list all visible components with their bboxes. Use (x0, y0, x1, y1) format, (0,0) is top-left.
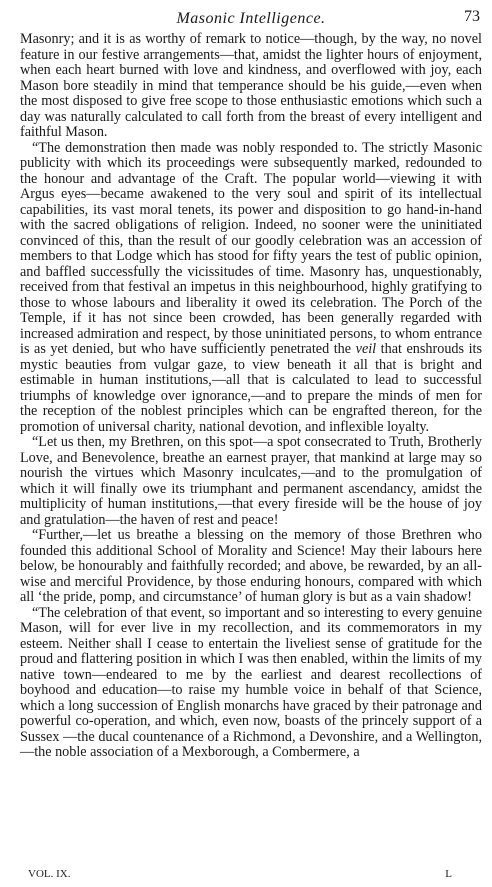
body-text (20, 32, 482, 761)
volume-label: VOL. IX. (28, 868, 71, 880)
paragraph: Masonry; and it is as worthy of remark to notice—though, by the way, no novel feature in our festive arrangements—that, amidst the lighter hours of enjoyment, when each heart burned with love and kindness, and overflowed with joy, each Mason bore steadily in mind that temperance should be his guide,—even when the most disposed to give free scope to those enthusiastic emotions which such a day was naturally calculated to call forth from the breast of every intelligent and faithful Mason. (20, 31, 482, 140)
running-head (20, 6, 482, 32)
paragraph: “Let us then, my Brethren, on this spot—a spot consecrated to Truth, Brotherly Love, and Benevolence, breathe an earnest prayer, that mankind at large may so nourish the virtues which Masonry inculcates,—and to the promulgation of which it will finally owe its triumphant and permanent ascendancy, amidst the multiplicity of human institutions,—that every fireside will be the house of joy and gratulation—the haven of rest and peace! (20, 434, 482, 528)
paragraph: “The celebration of that event, so important and so interesting to every genuine Mason, will for ever live in my recollection, and its commemorators in my esteem. Neither shall I cease to entertain the liveliest sense of gratitude for the proud and flattering position in which I was then enabled, within the limits of my native town—endeared to me by the earliest and dearest recollections of boyhood and education—to raise my humble voice in behalf of that Science, which a long succession of English monarchs have graced by their patronage and powerful co-operation, and which, even now, boasts of the princely support of a Sussex —the ducal countenance of a Richmond, a Devonshire, and a Wellington,—the noble association of a Mexborough, a Combermere, a (20, 604, 482, 760)
page-number: 73 (464, 8, 480, 25)
emphasis-word: veil (355, 341, 377, 357)
paragraph: “The demonstration then made was nobly responded to. The strictly Masonic publicity with which its proceedings were subsequently marked, redounded to the honour and advantage of the Craft. The popular world—viewing it with Argus eyes—became awakened to the very soul and spirit of its intellectual capabilities, its vast moral tenets, its power and disposition to go hand-in-hand with the sacred obligations of religion. Indeed, no sooner were the uninitiated convinced of this, than the result of our goodly celebration was an accession of members to that Lodge which has stood for fifty years the test of public opinion, and baffled successfully the vicissitudes of time. Masonry has, unquestionably, received from that festival an impetus in this neighbourhood, highly gratifying to those to whose labours and liberality it owed its celebration. The Porch of the Temple, if it has not since been crowded, has been generally regarded with increased admiration and respect, by those uninitiated persons, to whom entrance is as yet denied, but who have sufficiently penetrated the veil that enshrouds its mystic beauties from vulgar gaze, to view beneath it all that is bright and estimable in human institutions,—all that is calculated to lead to successful triumphs of knowledge over ignorance,—and to prepare the minds of men for the reception of the noblest principles which can be engrafted thereon, for the promotion of universal charity, national devotion, and inflexible loyalty. (20, 139, 482, 435)
paragraph: “Further,—let us breathe a blessing on the memory of those Brethren who founded this additional School of Morality and Science! May their labours here below, be honourably and faithfully recorded; and above, be rewarded, by an all-wise and merciful Providence, by those enduring honours, compared with which all ‘the pride, pomp, and circumstance’ of human glory is but as a vain shadow! (20, 527, 482, 605)
signature-mark: L (445, 868, 452, 880)
page-title: Masonic Intelligence. (176, 10, 326, 27)
